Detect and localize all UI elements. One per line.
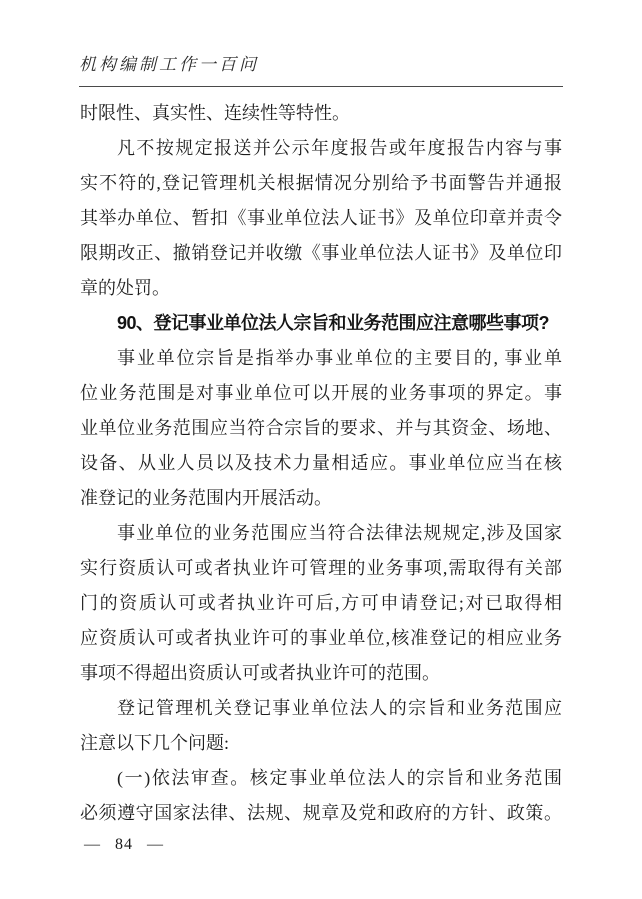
text-line: 业单位业务范围应当符合宗旨的要求、并与其资金、场地、 [80, 418, 562, 438]
text-line: 必须遵守国家法律、法规、规章及党和政府的方针、政策。 [80, 803, 562, 823]
text-line: (一)依法审查。核定事业单位法人的宗旨和业务范围 [117, 768, 562, 788]
text-line: 事业单位的业务范围应当符合法律法规规定,涉及国家 [117, 523, 562, 543]
text-line: 登记管理机关登记事业单位法人的宗旨和业务范围应 [117, 698, 562, 718]
text-line: 应资质认可或者执业许可的事业单位,核准登记的相应业务 [80, 628, 562, 648]
text-line: 位业务范围是对事业单位可以开展的业务事项的界定。事 [80, 383, 562, 403]
text-line: 事项不得超出资质认可或者执业许可的范围。 [80, 663, 440, 683]
body-text [80, 96, 562, 831]
text-line: 90、登记事业单位法人宗旨和业务范围应注意哪些事项? [117, 313, 550, 333]
running-head-title: 机构编制工作一百问 [79, 55, 259, 74]
text-line: 设备、从业人员以及技术力量相适应。事业单位应当在核 [80, 453, 562, 473]
text-line: 实不符的,登记管理机关根据情况分别给予书面警告并通报 [80, 173, 562, 193]
text-line: 时限性、真实性、连续性等特性。 [80, 103, 350, 123]
text-line: 章的处罚。 [80, 278, 170, 298]
text-line: 准登记的业务范围内开展活动。 [80, 488, 332, 508]
text-line: 其举办单位、暂扣《事业单位法人证书》及单位印章并责令 [80, 208, 562, 228]
text-line: 门的资质认可或者执业许可后,方可申请登记;对已取得相 [80, 593, 562, 613]
page-number: — 84 — [84, 836, 164, 853]
page-header [79, 50, 563, 87]
text-line: 凡不按规定报送并公示年度报告或年度报告内容与事 [117, 138, 562, 158]
text-line: 实行资质认可或者执业许可管理的业务事项,需取得有关部 [80, 558, 562, 578]
text-line: 注意以下几个问题: [80, 733, 230, 753]
text-line: 事业单位宗旨是指举办事业单位的主要目的, 事业单 [117, 348, 562, 368]
text-line: 限期改正、撤销登记并收缴《事业单位法人证书》及单位印 [80, 243, 562, 263]
